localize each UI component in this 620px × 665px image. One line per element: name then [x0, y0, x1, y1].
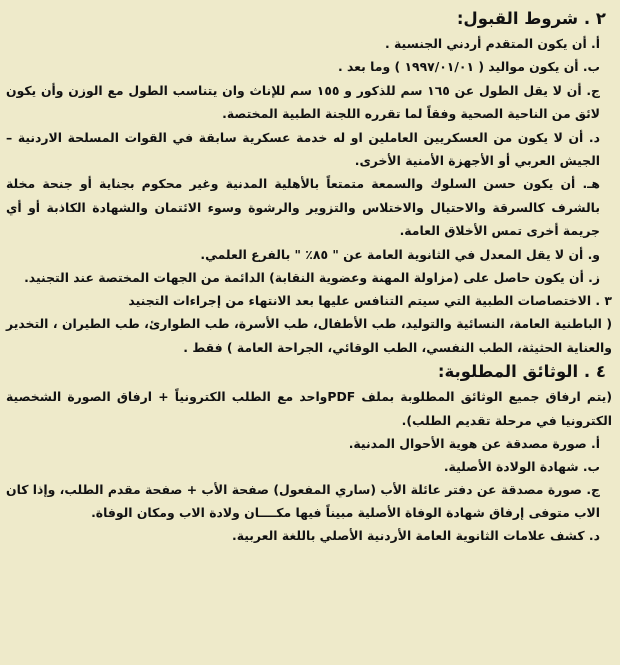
- condition-item: ز. أن يكون حاصل على (مزاولة المهنة وعضوية النقابة) الدائمة من الجهات المختصة عند التجنيد.: [24, 270, 600, 286]
- required-documents-heading: ٤ . الوثائق المطلوبة:: [437, 362, 606, 382]
- admission-conditions-heading: ٢ . شروط القبول:: [456, 9, 606, 28]
- medical-specialties-heading: ٣ . الاختصاصات الطبية التي سيتم التنافس عليها بعد الانتهاء من إجراءات التجنيد: [128, 293, 612, 309]
- condition-item: ج. أن لا يقل الطول عن ١٦٥ سم للذكور و ١٥٥ سم للإناث وان يتناسب الطول مع الوزن وأن يكون لائق من الناحية الصحية وفقاً لما تقرره اللجنة الطبية المختصة.: [6, 82, 600, 122]
- document-item: د. كشف علامات الثانوية العامة الأردنية الأصلي باللغة العربية.: [231, 528, 600, 544]
- required-documents-section: [6, 359, 612, 547]
- medical-specialties-list: ( الباطنية العامة، النسائية والتوليد، طب الأطفال، طب الأسرة، طب الطوارئ، طب الطيران ، التخدير والعناية الحثيثة، الطب النفسي، الطب الوقائي، الجراحة العامة ) فقط .: [6, 316, 612, 355]
- document-item: ب. شهادة الولادة الأصلية.: [443, 459, 600, 475]
- condition-item: و. أن لا يقل المعدل في الثانوية العامة عن " ٨٥٪ " بالفرع العلمي.: [200, 246, 600, 262]
- required-documents-note: (يتم ارفاق جميع الوثائق المطلوبة بملف PDFواحد مع الطلب الكترونياً + ارفاق الصورة الشخصية الكترونيا في مرحلة تقديم الطلب).: [6, 389, 612, 428]
- medical-specialties-section: [6, 289, 612, 359]
- admission-conditions-section: [6, 6, 612, 289]
- document-item: ج. صورة مصدقة عن دفتر عائلة الأب (ساري المفعول) صفحة الأب + صفحة مقدم الطلب، وإذا كان الاب متوفى إرفاق شهادة الوفاة الأصلية مبيناً فيها مكــــان ولادة الاب ومكان الوفاة.: [6, 482, 600, 521]
- document-item: أ. صورة مصدقة عن هوية الأحوال المدنية.: [348, 436, 600, 452]
- condition-item: أ. أن يكون المتقدم أردني الجنسية .: [385, 36, 600, 51]
- condition-item: هـ. أن يكون حسن السلوك والسمعة متمتعاً بالأهلية المدنية وغير محكوم بجناية أو جنحة مخلة بالشرف كالسرقة والاحتيال والاختلاس والتزوير والرشوة وسوء الائتمان والشهادة الكاذبة أو أي جريمة أخرى تمس الأخلاق العامة.: [6, 176, 600, 239]
- condition-item: ب. أن يكون مواليد ( ١٩٩٧/٠١/٠١ ) وما بعد .: [337, 59, 600, 75]
- condition-item: د. أن لا يكون من العسكريين العاملين او له خدمة عسكرية سابقة في القوات المسلحة الاردنية – الجيش العربي أو الأجهزة الأمنية الأخرى.: [6, 129, 600, 169]
